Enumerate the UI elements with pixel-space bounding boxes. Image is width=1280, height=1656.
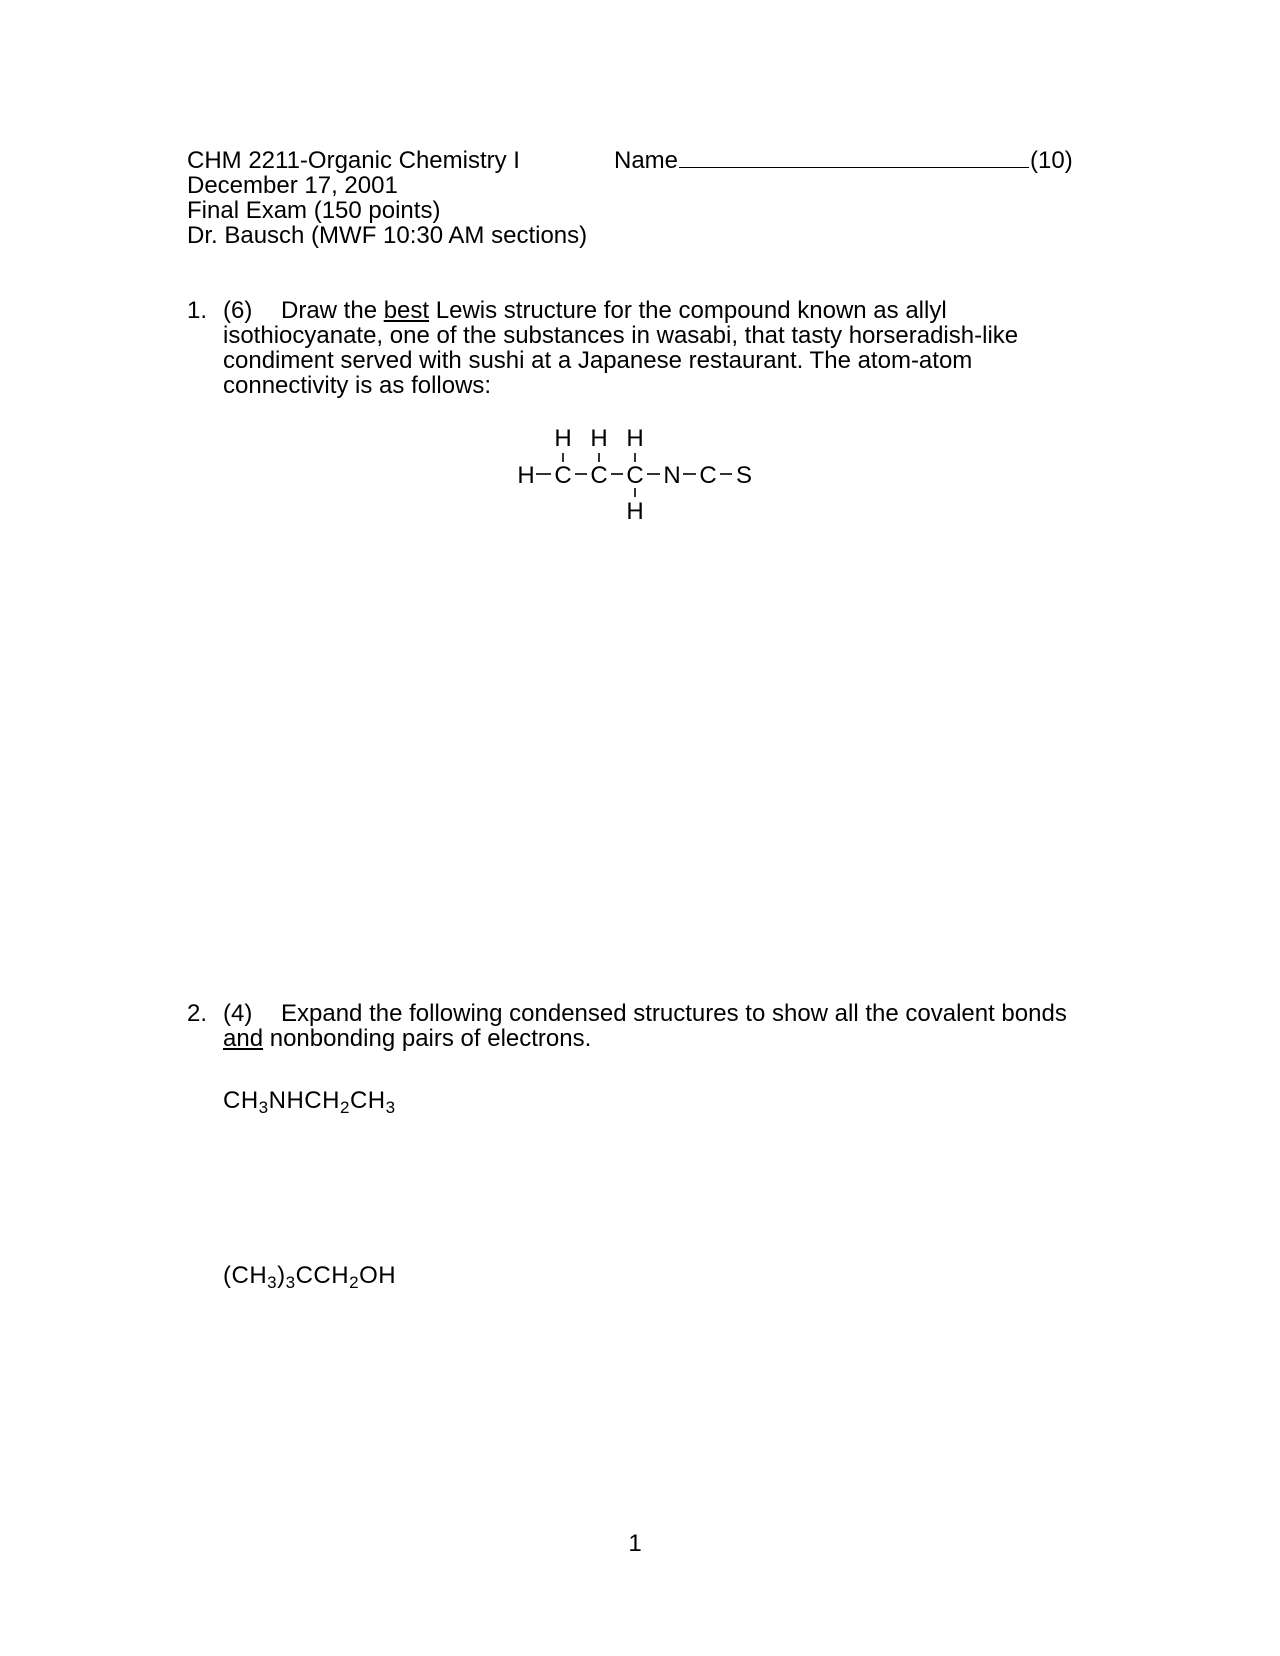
- page-number: 1: [628, 1530, 642, 1557]
- atom-c-3: C: [626, 462, 644, 489]
- q2-emphasis: and: [223, 1025, 264, 1052]
- atom-h-top-2: H: [590, 425, 608, 452]
- q2-text: [223, 1001, 1067, 1051]
- course-title: [187, 148, 520, 173]
- atom-c-1: C: [554, 462, 572, 489]
- exam-date: December 17, 2001: [187, 172, 398, 199]
- q2-number: 2.: [187, 1000, 208, 1027]
- name-field: [614, 148, 1073, 173]
- q1-text: [223, 298, 1018, 398]
- q1-line-1: Draw the best Lewis structure for the compound known as allyl: [281, 297, 947, 324]
- name-blank: [679, 149, 1029, 168]
- q2-line-1: Expand the following condensed structures to show all the covalent bonds: [281, 1000, 1067, 1027]
- atom-c-2: C: [590, 462, 608, 489]
- q1-points: (6): [223, 297, 253, 324]
- atom-n: N: [663, 462, 681, 489]
- allyl-isothiocyanate-connectivity: [510, 420, 770, 530]
- atom-c-4: C: [699, 462, 717, 489]
- q1-emphasis: best: [383, 297, 430, 324]
- atom-h-left: H: [517, 462, 535, 489]
- instructor: Dr. Bausch (MWF 10:30 AM sections): [187, 222, 588, 249]
- name-label: Name: [614, 147, 679, 174]
- q1-line-3: condiment served with sushi at a Japanese restaurant. The atom-atom: [223, 347, 973, 374]
- atom-h-bottom: H: [626, 498, 644, 525]
- q2-points: (4): [223, 1000, 253, 1027]
- name-points: (10): [1030, 147, 1073, 174]
- formula-1: $CH_3NHCH_2CH_3$: [223, 1087, 396, 1117]
- q1-line-4: connectivity is as follows:: [223, 372, 492, 399]
- atom-s: S: [735, 462, 753, 489]
- atom-h-top-3: H: [626, 425, 644, 452]
- course-text: CHM 2211-Organic Chemistry I: [187, 147, 520, 174]
- atom-h-top-1: H: [554, 425, 572, 452]
- q2-line-2: and nonbonding pairs of electrons.: [223, 1025, 592, 1052]
- exam-title: Final Exam (150 points): [187, 197, 441, 224]
- q1-line-2: isothiocyanate, one of the substances in wasabi, that tasty horseradish-like: [223, 322, 1019, 349]
- formula-2: $(CH_3)_3CCH_2OH$: [223, 1262, 397, 1292]
- q1-number: 1.: [187, 297, 208, 324]
